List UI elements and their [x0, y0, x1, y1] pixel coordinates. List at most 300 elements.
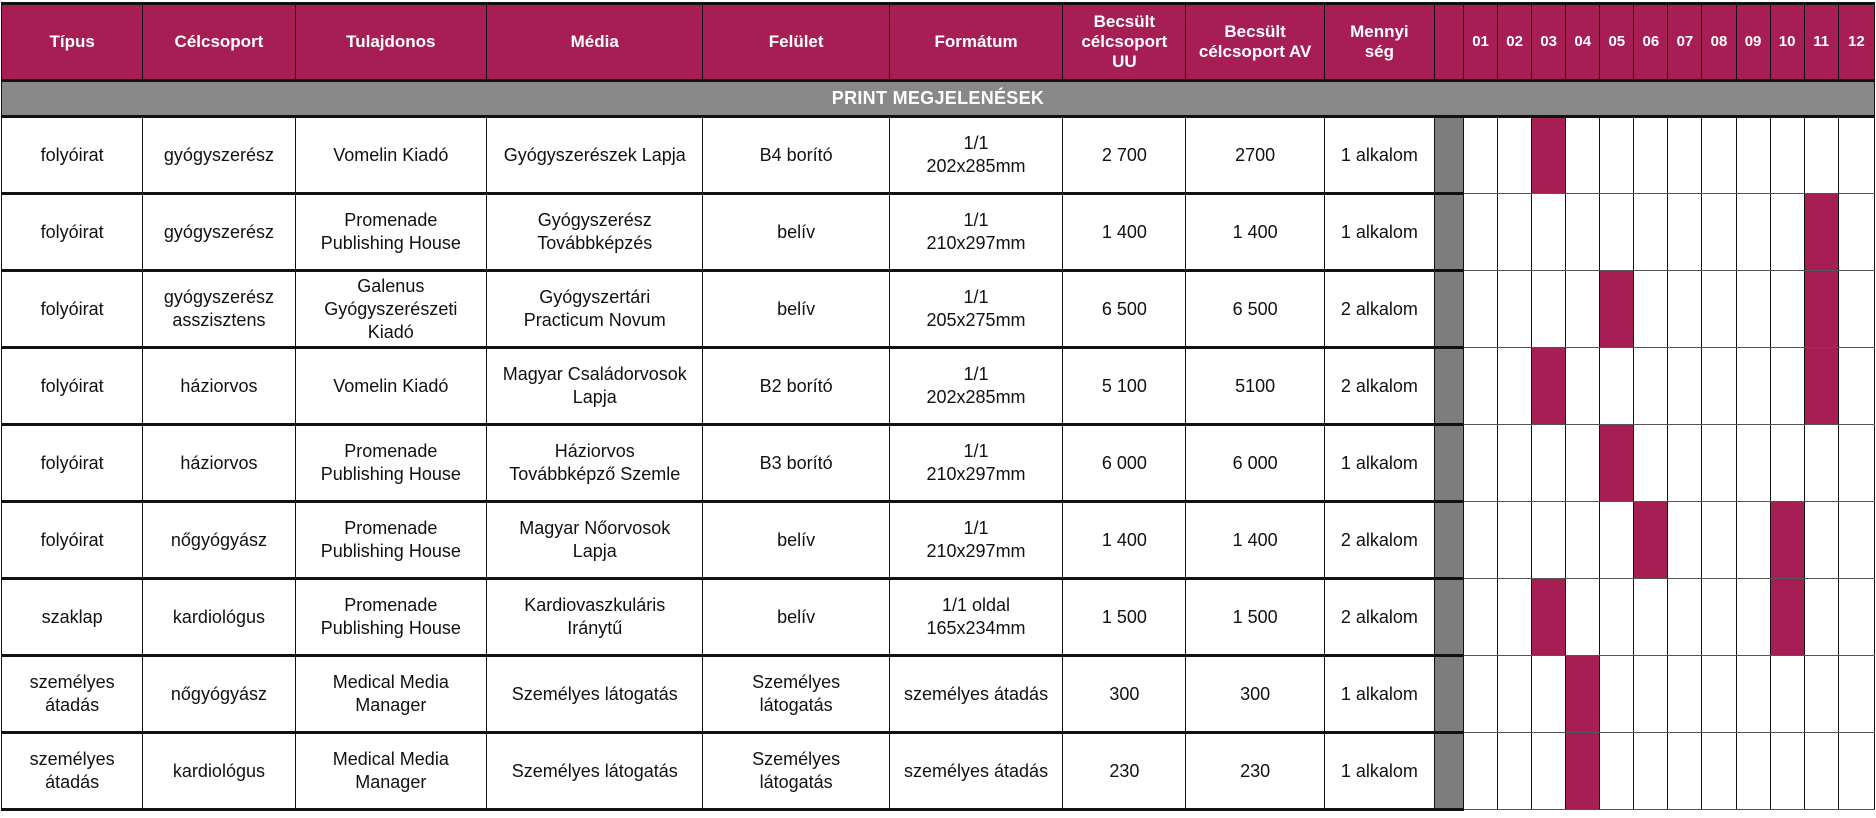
cell-tulajdonos — [295, 656, 486, 733]
header-becsult-uu-line3: UU — [1112, 52, 1137, 71]
cell-media-line: Gyógyszerészek Lapja — [503, 144, 686, 165]
cell-celcsoport-line: nőgyógyász — [170, 529, 267, 550]
schedule-cell — [1838, 733, 1874, 810]
cell-becsult-av: 1 500 — [1186, 579, 1324, 656]
cell-formatum-line: 1/1 — [963, 518, 989, 538]
cell-celcsoport-line: gyógyszerész — [163, 287, 274, 307]
header-month: 03 — [1532, 4, 1566, 81]
cell-tulajdonos-line: Vomelin Kiadó — [333, 375, 449, 396]
schedule-cell — [1838, 271, 1874, 348]
schedule-bar — [1770, 502, 1804, 579]
cell-tulajdonos — [295, 117, 486, 194]
cell-tipus-line: folyóirat — [40, 298, 104, 319]
header-row — [2, 4, 1875, 81]
cell-media-line: Kardiovaszkuláris — [524, 595, 666, 615]
cell-felulet-line: látogatás — [759, 772, 833, 792]
cell-formatum-line: 202x285mm — [926, 156, 1026, 176]
cell-media — [487, 656, 703, 733]
cell-media-line: Magyar Családorvosok — [502, 364, 687, 384]
media-plan-table — [1, 2, 1875, 811]
cell-tulajdonos — [295, 579, 486, 656]
cell-becsult-uu: 1 400 — [1063, 194, 1186, 271]
cell-celcsoport — [143, 502, 295, 579]
cell-felulet — [703, 502, 889, 579]
schedule-cell — [1532, 733, 1566, 810]
table-row — [2, 117, 1875, 194]
header-month: 08 — [1702, 4, 1736, 81]
schedule-cell — [1736, 579, 1770, 656]
cell-felulet — [703, 194, 889, 271]
cell-felulet-line: Személyes — [752, 749, 841, 769]
cell-tipus-line: személyes — [29, 672, 115, 692]
table-row — [2, 194, 1875, 271]
schedule-cell — [1804, 117, 1838, 194]
header-mennyiseg-line2: ség — [1364, 42, 1395, 61]
schedule-cell — [1838, 656, 1874, 733]
cell-tipus-line: átadás — [45, 772, 100, 792]
schedule-cell — [1464, 656, 1498, 733]
header-mennyiseg — [1324, 4, 1434, 81]
cell-felulet-line: Személyes — [752, 672, 841, 692]
cell-felulet-line: belív — [777, 221, 816, 242]
cell-media-line: Gyógyszertári — [539, 287, 651, 307]
schedule-cell — [1838, 579, 1874, 656]
schedule-cell — [1498, 271, 1532, 348]
cell-media — [487, 271, 703, 348]
cell-formatum-line: 1/1 — [963, 364, 989, 384]
cell-formatum-line: 210x297mm — [926, 464, 1026, 484]
cell-mennyiseg: 2 alkalom — [1324, 348, 1434, 425]
header-month: 01 — [1464, 4, 1498, 81]
cell-media-line: Személyes látogatás — [511, 760, 678, 781]
cell-felulet — [703, 117, 889, 194]
cell-media-line: Lapja — [572, 541, 617, 561]
schedule-cell — [1702, 271, 1736, 348]
cell-becsult-uu: 6 500 — [1063, 271, 1186, 348]
schedule-cell — [1634, 271, 1668, 348]
cell-tulajdonos-line: Medical Media — [332, 749, 449, 769]
schedule-bar — [1566, 656, 1600, 733]
cell-formatum-line: 1/1 oldal — [942, 595, 1011, 615]
cell-felulet-line: B3 borító — [759, 452, 833, 473]
section-title: PRINT MEGJELENÉSEK — [2, 81, 1875, 117]
cell-media-line: Továbbképző Szemle — [509, 464, 681, 484]
cell-mennyiseg: 2 alkalom — [1324, 502, 1434, 579]
schedule-cell — [1668, 502, 1702, 579]
cell-becsult-uu: 300 — [1063, 656, 1186, 733]
cell-celcsoport-line: gyógyszerész — [163, 221, 274, 242]
gap-column-cell — [1434, 502, 1463, 579]
header-becsult-av — [1186, 4, 1324, 81]
cell-tipus-line: szaklap — [41, 606, 103, 627]
cell-mennyiseg: 2 alkalom — [1324, 579, 1434, 656]
table-row — [2, 579, 1875, 656]
cell-celcsoport-line: kardiológus — [172, 760, 265, 781]
cell-tipus — [2, 733, 143, 810]
cell-becsult-uu: 5 100 — [1063, 348, 1186, 425]
cell-tulajdonos — [295, 502, 486, 579]
gap-column-cell — [1434, 656, 1463, 733]
schedule-cell — [1634, 194, 1668, 271]
cell-tulajdonos-line: Gyógyszerészeti — [324, 298, 458, 319]
table-row — [2, 271, 1875, 348]
header-celcsoport: Célcsoport — [143, 4, 295, 81]
schedule-bar — [1532, 117, 1566, 194]
cell-mennyiseg: 1 alkalom — [1324, 733, 1434, 810]
cell-tulajdonos — [295, 733, 486, 810]
schedule-bar — [1600, 425, 1634, 502]
cell-media — [487, 733, 703, 810]
cell-formatum-line: 210x297mm — [926, 233, 1026, 253]
schedule-cell — [1770, 194, 1804, 271]
cell-tulajdonos-line: Publishing House — [320, 618, 461, 638]
schedule-cell — [1668, 733, 1702, 810]
cell-felulet — [703, 733, 889, 810]
schedule-cell — [1736, 656, 1770, 733]
cell-formatum — [889, 117, 1062, 194]
schedule-cell — [1532, 194, 1566, 271]
cell-formatum-line: 1/1 — [963, 133, 989, 153]
cell-becsult-uu: 6 000 — [1063, 425, 1186, 502]
header-month: 07 — [1668, 4, 1702, 81]
schedule-bar — [1600, 271, 1634, 348]
schedule-bar — [1634, 502, 1668, 579]
gap-column-cell — [1434, 117, 1463, 194]
cell-tipus — [2, 348, 143, 425]
schedule-cell — [1770, 348, 1804, 425]
schedule-cell — [1600, 348, 1634, 425]
schedule-cell — [1702, 502, 1736, 579]
table-row — [2, 502, 1875, 579]
cell-mennyiseg: 1 alkalom — [1324, 194, 1434, 271]
cell-formatum-line: 202x285mm — [926, 387, 1026, 407]
cell-becsult-av: 6 000 — [1186, 425, 1324, 502]
header-becsult-uu-line1: Becsült — [1093, 12, 1156, 31]
cell-formatum-line: 210x297mm — [926, 541, 1026, 561]
schedule-cell — [1634, 425, 1668, 502]
cell-media-line: Háziorvos — [554, 441, 635, 461]
schedule-cell — [1804, 425, 1838, 502]
section-row — [2, 81, 1875, 117]
cell-media — [487, 425, 703, 502]
cell-celcsoport — [143, 117, 295, 194]
cell-celcsoport-line: háziorvos — [180, 375, 258, 396]
cell-tipus — [2, 271, 143, 348]
cell-mennyiseg: 2 alkalom — [1324, 271, 1434, 348]
schedule-cell — [1566, 117, 1600, 194]
schedule-cell — [1498, 348, 1532, 425]
gap-column-cell — [1434, 348, 1463, 425]
schedule-cell — [1668, 348, 1702, 425]
schedule-bar — [1532, 348, 1566, 425]
table-body — [2, 81, 1875, 810]
header-month: 05 — [1600, 4, 1634, 81]
cell-tulajdonos — [295, 194, 486, 271]
schedule-cell — [1464, 348, 1498, 425]
cell-celcsoport — [143, 271, 295, 348]
header-month: 09 — [1736, 4, 1770, 81]
cell-felulet — [703, 271, 889, 348]
schedule-bar — [1804, 271, 1838, 348]
schedule-cell — [1498, 425, 1532, 502]
cell-becsult-av: 300 — [1186, 656, 1324, 733]
cell-tipus-line: átadás — [45, 695, 100, 715]
cell-tulajdonos-line: Manager — [355, 695, 427, 715]
schedule-cell — [1770, 733, 1804, 810]
header-month: 04 — [1566, 4, 1600, 81]
cell-tipus-line: személyes — [29, 749, 115, 769]
schedule-cell — [1736, 502, 1770, 579]
cell-celcsoport-line: kardiológus — [172, 606, 265, 627]
cell-tulajdonos-line: Medical Media — [332, 672, 449, 692]
schedule-cell — [1736, 733, 1770, 810]
cell-becsult-av: 1 400 — [1186, 194, 1324, 271]
cell-tulajdonos-line: Promenade — [344, 518, 438, 538]
schedule-cell — [1464, 194, 1498, 271]
header-gap-column — [1434, 4, 1463, 81]
cell-media-line: Lapja — [572, 387, 617, 407]
header-becsult-uu — [1063, 4, 1186, 81]
schedule-cell — [1702, 117, 1736, 194]
cell-celcsoport-line: asszisztens — [172, 310, 266, 330]
cell-formatum — [889, 733, 1062, 810]
table-row — [2, 348, 1875, 425]
cell-tipus-line: folyóirat — [40, 144, 104, 165]
cell-felulet — [703, 579, 889, 656]
schedule-cell — [1702, 425, 1736, 502]
schedule-cell — [1634, 117, 1668, 194]
schedule-cell — [1838, 117, 1874, 194]
cell-tulajdonos-line: Manager — [355, 772, 427, 792]
gap-column-cell — [1434, 579, 1463, 656]
cell-celcsoport-line: háziorvos — [180, 452, 258, 473]
cell-formatum — [889, 194, 1062, 271]
schedule-cell — [1838, 502, 1874, 579]
schedule-cell — [1566, 502, 1600, 579]
cell-celcsoport — [143, 733, 295, 810]
cell-tipus — [2, 194, 143, 271]
schedule-cell — [1498, 579, 1532, 656]
schedule-bar — [1804, 348, 1838, 425]
schedule-cell — [1702, 579, 1736, 656]
schedule-cell — [1838, 194, 1874, 271]
schedule-cell — [1600, 117, 1634, 194]
cell-felulet-line: belív — [777, 606, 816, 627]
schedule-cell — [1702, 194, 1736, 271]
cell-media — [487, 117, 703, 194]
schedule-cell — [1566, 194, 1600, 271]
schedule-cell — [1634, 348, 1668, 425]
header-month: 12 — [1838, 4, 1874, 81]
header-media: Média — [487, 4, 703, 81]
cell-tipus — [2, 117, 143, 194]
cell-becsult-uu: 2 700 — [1063, 117, 1186, 194]
cell-media-line: Iránytű — [567, 618, 623, 638]
cell-becsult-uu: 1 400 — [1063, 502, 1186, 579]
gap-column-cell — [1434, 733, 1463, 810]
cell-tipus-line: folyóirat — [40, 452, 104, 473]
schedule-cell — [1668, 194, 1702, 271]
schedule-cell — [1498, 117, 1532, 194]
schedule-bar — [1804, 194, 1838, 271]
schedule-bar — [1532, 579, 1566, 656]
schedule-cell — [1668, 579, 1702, 656]
schedule-cell — [1498, 656, 1532, 733]
schedule-cell — [1736, 425, 1770, 502]
table-row — [2, 425, 1875, 502]
schedule-cell — [1498, 194, 1532, 271]
cell-formatum-line: 1/1 — [963, 441, 989, 461]
cell-formatum-line: személyes átadás — [904, 683, 1049, 704]
schedule-cell — [1532, 656, 1566, 733]
cell-tipus-line: folyóirat — [40, 221, 104, 242]
schedule-cell — [1464, 117, 1498, 194]
header-month: 10 — [1770, 4, 1804, 81]
cell-felulet — [703, 348, 889, 425]
cell-mennyiseg: 1 alkalom — [1324, 425, 1434, 502]
schedule-cell — [1668, 117, 1702, 194]
header-tulajdonos: Tulajdonos — [295, 4, 486, 81]
schedule-cell — [1634, 733, 1668, 810]
cell-becsult-av: 5100 — [1186, 348, 1324, 425]
cell-formatum — [889, 579, 1062, 656]
cell-media — [487, 194, 703, 271]
cell-tulajdonos-line: Kiadó — [367, 321, 414, 342]
table-row — [2, 656, 1875, 733]
schedule-cell — [1566, 348, 1600, 425]
schedule-cell — [1634, 579, 1668, 656]
schedule-cell — [1838, 425, 1874, 502]
cell-celcsoport — [143, 656, 295, 733]
cell-felulet-line: belív — [777, 298, 816, 319]
cell-felulet-line: B4 borító — [759, 144, 833, 165]
cell-formatum-line: 1/1 — [963, 210, 989, 230]
cell-celcsoport-line: gyógyszerész — [163, 144, 274, 165]
cell-media-line: Practicum Novum — [523, 310, 666, 330]
cell-media — [487, 579, 703, 656]
schedule-cell — [1702, 348, 1736, 425]
cell-tipus — [2, 579, 143, 656]
schedule-cell — [1464, 425, 1498, 502]
schedule-cell — [1600, 579, 1634, 656]
gap-column-cell — [1434, 425, 1463, 502]
cell-tulajdonos-line: Promenade — [344, 210, 438, 230]
schedule-cell — [1804, 502, 1838, 579]
header-tipus: Típus — [2, 4, 143, 81]
header-month: 11 — [1804, 4, 1838, 81]
cell-tipus — [2, 425, 143, 502]
cell-becsult-av: 6 500 — [1186, 271, 1324, 348]
schedule-cell — [1600, 502, 1634, 579]
schedule-bar — [1566, 733, 1600, 810]
cell-tipus — [2, 502, 143, 579]
schedule-cell — [1770, 117, 1804, 194]
cell-tulajdonos-line: Promenade — [344, 595, 438, 615]
header-month: 06 — [1634, 4, 1668, 81]
cell-media — [487, 348, 703, 425]
schedule-cell — [1702, 656, 1736, 733]
schedule-cell — [1668, 425, 1702, 502]
header-formatum: Formátum — [889, 4, 1062, 81]
cell-tulajdonos-line: Publishing House — [320, 541, 461, 561]
cell-formatum-line: 1/1 — [963, 287, 989, 307]
cell-becsult-uu: 230 — [1063, 733, 1186, 810]
schedule-cell — [1600, 656, 1634, 733]
cell-felulet — [703, 425, 889, 502]
cell-tulajdonos-line: Galenus — [357, 275, 425, 296]
cell-felulet-line: B2 borító — [759, 375, 833, 396]
cell-becsult-av: 1 400 — [1186, 502, 1324, 579]
cell-mennyiseg: 1 alkalom — [1324, 117, 1434, 194]
schedule-cell — [1804, 579, 1838, 656]
schedule-cell — [1736, 117, 1770, 194]
schedule-cell — [1634, 656, 1668, 733]
cell-becsult-av: 230 — [1186, 733, 1324, 810]
cell-formatum — [889, 656, 1062, 733]
cell-celcsoport — [143, 425, 295, 502]
cell-tulajdonos-line: Publishing House — [320, 464, 461, 484]
cell-media-line: Gyógyszerész — [537, 210, 652, 230]
cell-celcsoport-line: nőgyógyász — [170, 683, 267, 704]
schedule-cell — [1770, 271, 1804, 348]
cell-formatum — [889, 271, 1062, 348]
schedule-cell — [1600, 194, 1634, 271]
cell-formatum — [889, 348, 1062, 425]
cell-media-line: Magyar Nőorvosok — [519, 518, 671, 538]
schedule-cell — [1702, 733, 1736, 810]
cell-tulajdonos-line: Publishing House — [320, 233, 461, 253]
header-month: 02 — [1498, 4, 1532, 81]
cell-mennyiseg: 1 alkalom — [1324, 656, 1434, 733]
cell-formatum-line: 205x275mm — [926, 310, 1026, 330]
cell-media-line: Továbbképzés — [537, 233, 653, 253]
schedule-cell — [1770, 425, 1804, 502]
cell-tulajdonos-line: Promenade — [344, 441, 438, 461]
schedule-cell — [1600, 733, 1634, 810]
schedule-cell — [1464, 502, 1498, 579]
cell-felulet-line: belív — [777, 529, 816, 550]
schedule-cell — [1668, 656, 1702, 733]
cell-formatum-line: személyes átadás — [904, 760, 1049, 781]
schedule-cell — [1464, 579, 1498, 656]
cell-tipus-line: folyóirat — [40, 529, 104, 550]
header-becsult-uu-line2: célcsoport — [1081, 32, 1168, 51]
cell-becsult-av: 2700 — [1186, 117, 1324, 194]
cell-formatum — [889, 502, 1062, 579]
schedule-cell — [1566, 579, 1600, 656]
cell-formatum-line: 165x234mm — [926, 618, 1026, 638]
gap-column-cell — [1434, 271, 1463, 348]
schedule-bar — [1770, 579, 1804, 656]
cell-media — [487, 502, 703, 579]
cell-tulajdonos-line: Vomelin Kiadó — [333, 144, 449, 165]
schedule-cell — [1566, 271, 1600, 348]
schedule-cell — [1736, 271, 1770, 348]
schedule-cell — [1464, 733, 1498, 810]
schedule-cell — [1532, 271, 1566, 348]
cell-celcsoport — [143, 194, 295, 271]
schedule-cell — [1736, 348, 1770, 425]
cell-formatum — [889, 425, 1062, 502]
schedule-cell — [1668, 271, 1702, 348]
schedule-cell — [1532, 425, 1566, 502]
table-row — [2, 733, 1875, 810]
schedule-cell — [1532, 502, 1566, 579]
cell-celcsoport — [143, 579, 295, 656]
schedule-cell — [1770, 656, 1804, 733]
schedule-cell — [1566, 425, 1600, 502]
header-becsult-av-line2: célcsoport AV — [1198, 42, 1312, 61]
